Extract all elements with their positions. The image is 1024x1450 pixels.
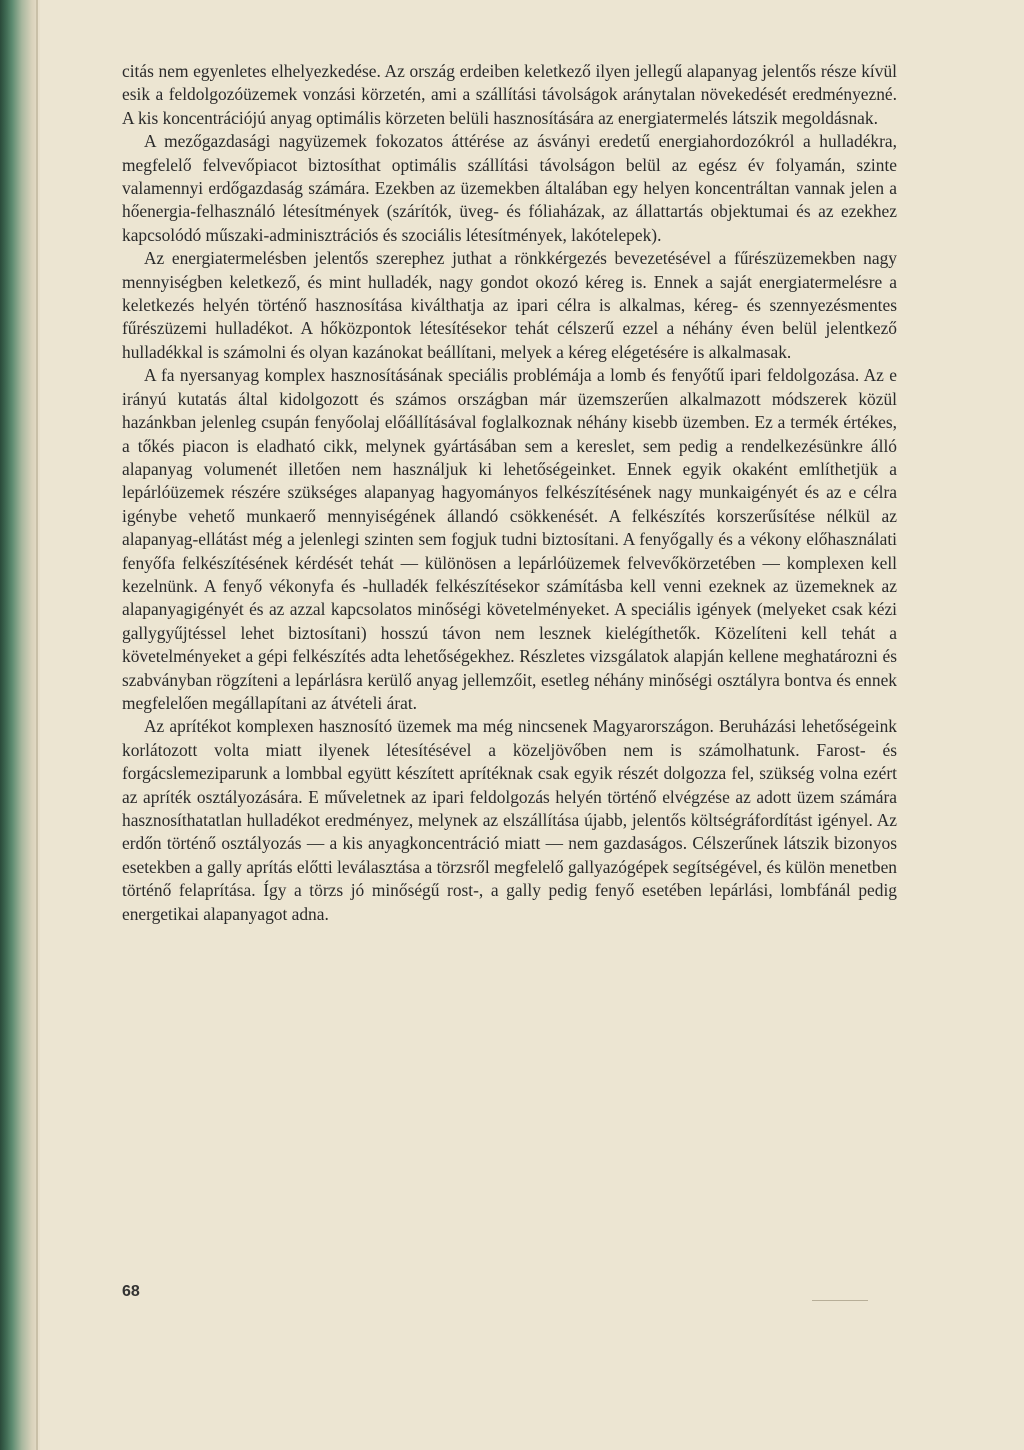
book-spine	[0, 0, 38, 1450]
paragraph-2: A mezőgazdasági nagyüzemek fokozatos áttérése az ásványi eredetű energiahordozókról a hulladékra, megfelelő felvevőpiacot biztosíthat optimális szállítási távolságon belül az egész év folyamán, szinte valamennyi erdőgazdaság számára. Ezekben az üzemekben általában egy helyen koncentráltan vannak jelen a hőenergia-felhasználó létesítmények (szárítók, üveg- és fóliaházak, az állattartás objektumai és az ezekhez kapcsolódó műszaki-adminisztrációs és szociális létesítmények, lakótelepek).	[122, 131, 897, 245]
footer-rule	[812, 1300, 868, 1301]
body-text	[122, 60, 897, 926]
paragraph-1: citás nem egyenletes elhelyezkedése. Az ország erdeiben keletkező ilyen jellegű alapanyag jelentős része kívül esik a feldolgozóüzemek vonzási körzetén, ami a szállítási távolságok aránytalan növekedését eredményezné. A kis koncentrációjú anyag optimális körzeten belüli hasznosítására az energiatermelés látszik megoldásnak.	[122, 61, 897, 128]
gutter-line	[36, 0, 38, 1450]
paragraph-3: Az energiatermelésben jelentős szerephez juthat a rönkkérgezés bevezetésével a fűrészüzemekben nagy mennyiségben keletkező, és mint hulladék, nagy gondot okozó kéreg is. Ennek a saját energiatermelésre a keletkezés helyén történő hasznosítása kiválthatja az ipari célra is alkalmas, kéreg- és szennyezésmentes fűrészüzemi hulladékot. A hőközpontok létesítésekor tehát célszerű ezzel a néhány éven belül jelentkező hulladékkal is számolni és olyan kazánokat beállítani, melyek a kéreg elégetésére is alkalmasak.	[122, 248, 897, 362]
page-number: 68	[122, 1283, 140, 1300]
paragraph-5: Az aprítékot komplexen hasznosító üzemek ma még nincsenek Magyarországon. Beruházási lehetőségeink korlátozott volta miatt ilyenek létesítésével a közeljövőben nem is számolhatunk. Farost- és forgácslemeziparunk a lombbal együtt készített aprítéknak csak egyik részét dolgozza fel, szükség volna ezért az apríték osztályozására. E műveletnek az ipari feldolgozás helyén történő elvégzése az adott üzem számára hasznosíthatatlan hulladékot eredményez, melynek az elszállítása újabb, jelentős költségráfordítást igényel. Az erdőn történő osztályozás — a kis anyagkoncentráció miatt — nem gazdaságos. Célszerűnek látszik bizonyos esetekben a gally aprítás előtti leválasztása a törzsről megfelelő gallyazógépek segítségével, és külön menetben történő felaprítása. Így a törzs jó minőségű rost-, a gally pedig fenyő esetében lepárlási, lombfánál pedig energetikai alapanyagot adna.	[122, 716, 897, 924]
paragraph-4: A fa nyersanyag komplex hasznosításának speciális problémája a lomb és fenyőtű ipari feldolgozása. Az e irányú kutatás által kidolgozott és számos országban már üzemszerűen alkalmazott módszerek közül hazánkban jelenleg csupán fenyőolaj előállításával foglalkoznak néhány kisebb üzemben. Ez a termék értékes, a tőkés piacon is eladható cikk, melynek gyártásában sem a kereslet, sem pedig a rendelkezésünkre álló alapanyag volumenét illetően nem használjuk ki lehetőségeinket. Ennek egyik okaként említhetjük a lepárlóüzemek részére szükséges alapanyag hagyományos felkészítésének nagy munkaigényét és az e célra igénybe vehető munkaerő mennyiségének állandó csökkenését. A felkészítés korszerűsítése nélkül az alapanyag-ellátást még a jelenlegi szinten sem fogjuk tudni biztosítani. A fenyőgally és a vékony előhasználati fenyőfa felkészítésének kérdését tehát — különösen a lepárlóüzemek felvevőkörzetében — komplexen kell kezelnünk. A fenyő vékonyfa és -hulladék felkészítésekor számításba kell venni ezeknek az üzemeknek az alapanyagigényét és az azzal kapcsolatos minőségi követelményeket. A speciális igények (melyeket csak kézi gallygyűjtéssel lehet biztosítani) hosszú távon nem lesznek kielégíthetők. Közelíteni kell tehát a követelményeket a gépi felkészítés adta lehetőségekhez. Részletes vizsgálatok alapján kellene meghatározni és szabványban rögzíteni a lepárlásra kerülő anyag jellemzőit, esetleg néhány minőségi osztályra bontva és ennek megfelelően megállapítani az átvételi árat.	[122, 365, 897, 713]
